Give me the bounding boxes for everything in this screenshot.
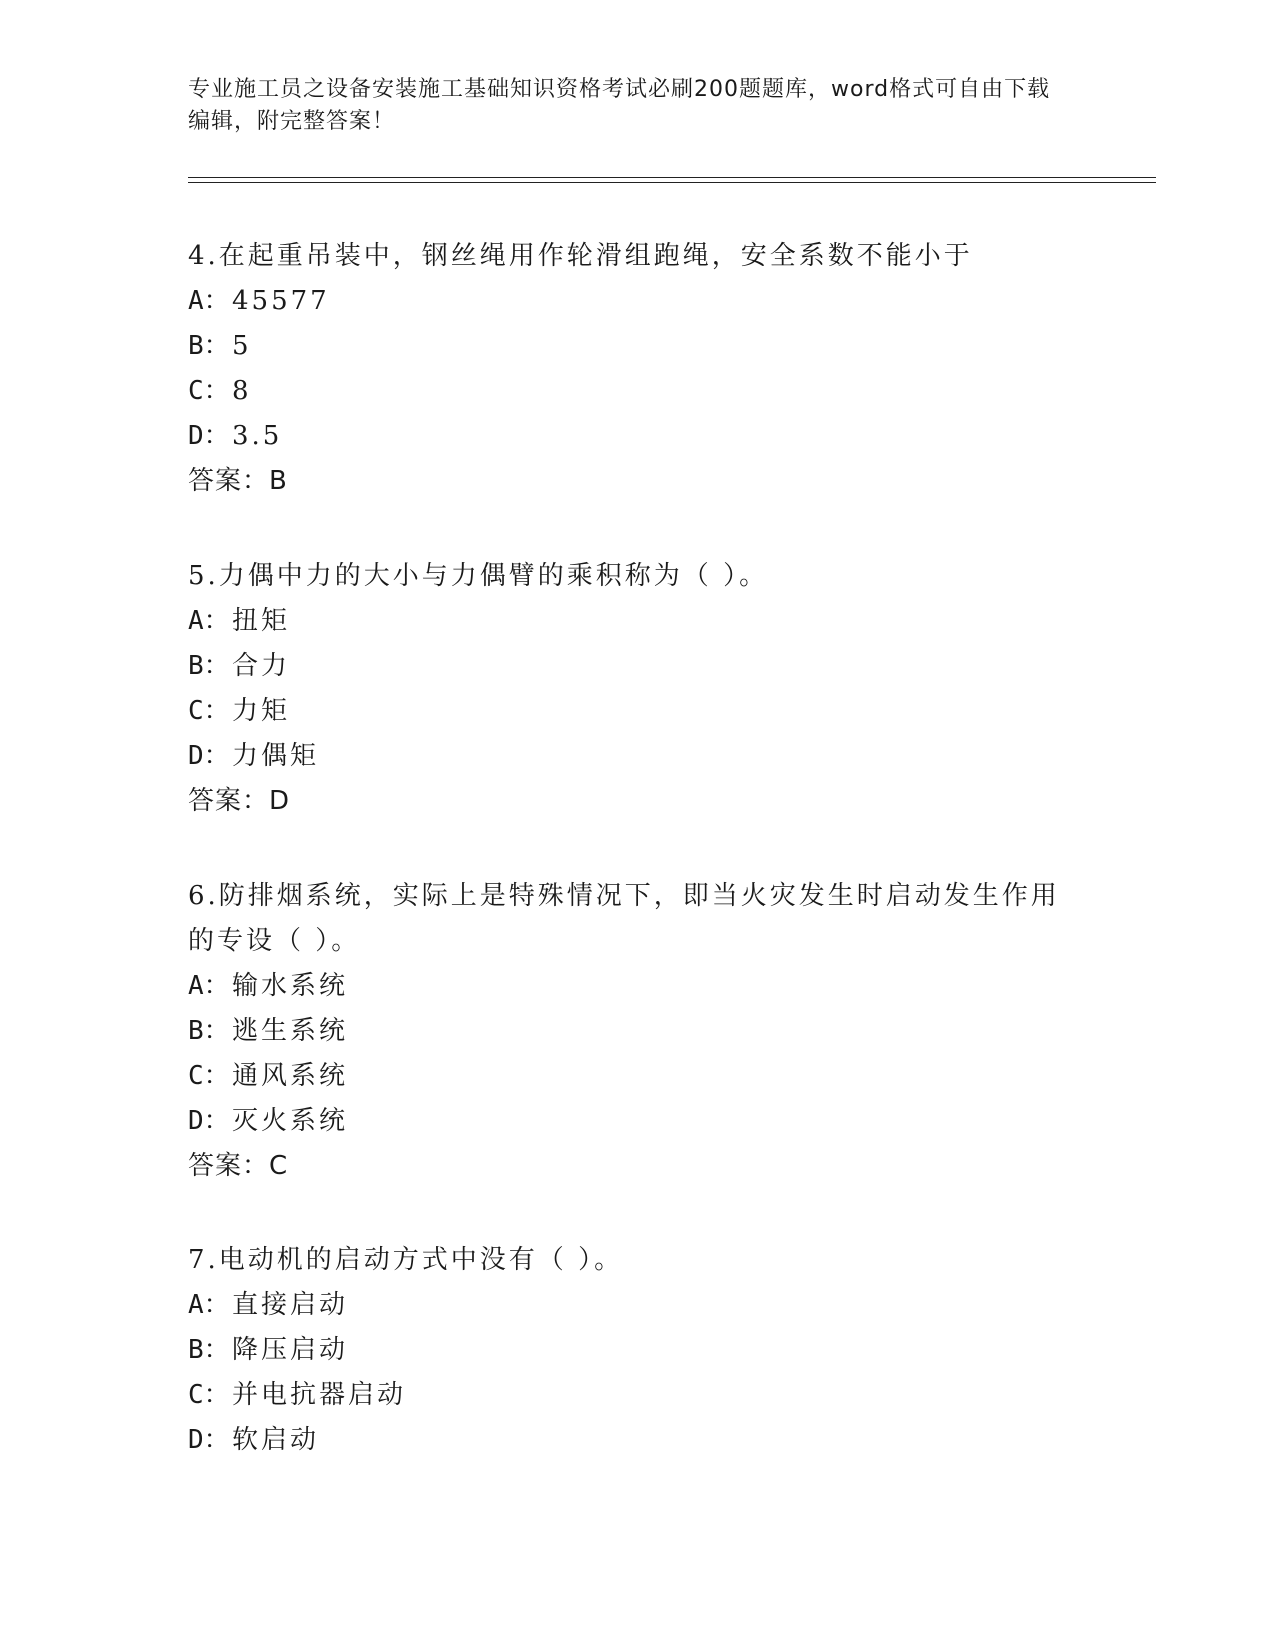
option-b <box>188 644 1088 689</box>
question-4 <box>188 234 1088 504</box>
question-stem: 5.力偶中力的大小与力偶臂的乘积称为（ ）。 <box>188 561 769 591</box>
question-stem: 6.防排烟系统，实际上是特殊情况下，即当火灾发生时启动发生作用的专设（ ）。 <box>188 881 1060 956</box>
option-key: C： <box>188 1380 230 1410</box>
option-text: 3.5 <box>232 421 283 451</box>
option-d <box>188 734 1088 779</box>
option-key: B： <box>188 1335 230 1365</box>
option-text: 灭火系统 <box>232 1106 349 1136</box>
option-key: A： <box>188 286 230 316</box>
option-b <box>188 324 1088 369</box>
question-7 <box>188 1238 1088 1463</box>
option-text: 45577 <box>232 286 330 316</box>
question-stem: 4.在起重吊装中，钢丝绳用作轮滑组跑绳，安全系数不能小于 <box>188 241 973 271</box>
question-6 <box>188 874 1088 1189</box>
option-key: C： <box>188 1061 230 1091</box>
option-d <box>188 1099 1088 1144</box>
option-text: 直接启动 <box>232 1290 349 1320</box>
answer-line: 答案：C <box>188 1151 289 1181</box>
answer-line: 答案：B <box>188 466 288 496</box>
option-key: C： <box>188 376 230 406</box>
option-text: 软启动 <box>232 1425 320 1455</box>
option-b <box>188 1009 1088 1054</box>
option-text: 输水系统 <box>232 971 349 1001</box>
option-text: 逃生系统 <box>232 1016 349 1046</box>
option-key: D： <box>188 741 230 771</box>
option-a <box>188 964 1088 1009</box>
option-text: 并电抗器启动 <box>232 1380 407 1410</box>
option-key: A： <box>188 971 230 1001</box>
option-text: 降压启动 <box>232 1335 349 1365</box>
option-key: A： <box>188 606 230 636</box>
option-key: D： <box>188 421 230 451</box>
option-text: 8 <box>232 376 252 406</box>
option-text: 通风系统 <box>232 1061 349 1091</box>
option-a <box>188 279 1088 324</box>
option-b <box>188 1328 1088 1373</box>
option-text: 5 <box>232 331 252 361</box>
header-divider-bottom <box>188 182 1156 183</box>
question-5 <box>188 554 1088 824</box>
option-text: 合力 <box>232 651 291 681</box>
option-a <box>188 1283 1088 1328</box>
option-d <box>188 414 1088 459</box>
option-key: B： <box>188 331 230 361</box>
document-header: 专业施工员之设备安装施工基础知识资格考试必刷200题题库，word格式可自由下载编辑，附完整答案！ <box>188 77 1051 134</box>
option-c <box>188 369 1088 414</box>
header-divider-top <box>188 177 1156 178</box>
option-text: 力偶矩 <box>232 741 320 771</box>
question-stem: 7.电动机的启动方式中没有（ ）。 <box>188 1245 624 1275</box>
option-key: D： <box>188 1425 230 1455</box>
option-key: B： <box>188 651 230 681</box>
option-text: 力矩 <box>232 696 291 726</box>
option-key: A： <box>188 1290 230 1320</box>
option-key: B： <box>188 1016 230 1046</box>
option-key: D： <box>188 1106 230 1136</box>
option-d <box>188 1418 1088 1463</box>
option-key: C： <box>188 696 230 726</box>
option-a <box>188 599 1088 644</box>
option-c <box>188 1054 1088 1099</box>
answer-line: 答案：D <box>188 786 291 816</box>
option-c <box>188 689 1088 734</box>
option-text: 扭矩 <box>232 606 291 636</box>
option-c <box>188 1373 1088 1418</box>
